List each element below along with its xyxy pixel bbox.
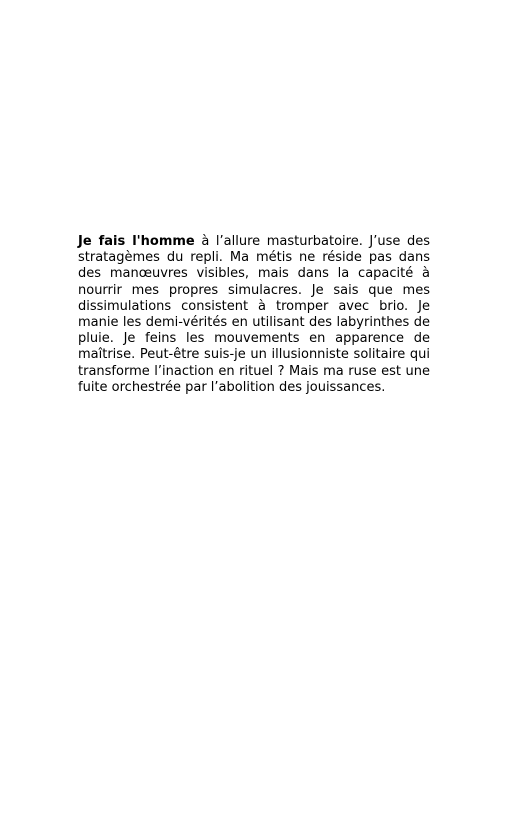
lead-phrase: Je fais l'homme: [78, 234, 195, 249]
paragraph-body: à l’allure masturbatoire. J’use des stratagèmes du repli. Ma métis ne réside pas dans des manœuvres visibles, mais dans la capacité à nourrir mes propres simulacres. Je sais que mes dissimulations consistent à tromper avec brio. Je manie les demi-vérités en utilisant des labyrinthes de pluie. Je feins les mouvements en apparence de maîtrise. Peut-être suis-je un illusionniste solitaire qui transforme l’inaction en rituel ? Mais ma ruse est une fuite orchestrée par l’abolition des jouissances.: [78, 234, 431, 395]
paragraph: [78, 234, 430, 396]
